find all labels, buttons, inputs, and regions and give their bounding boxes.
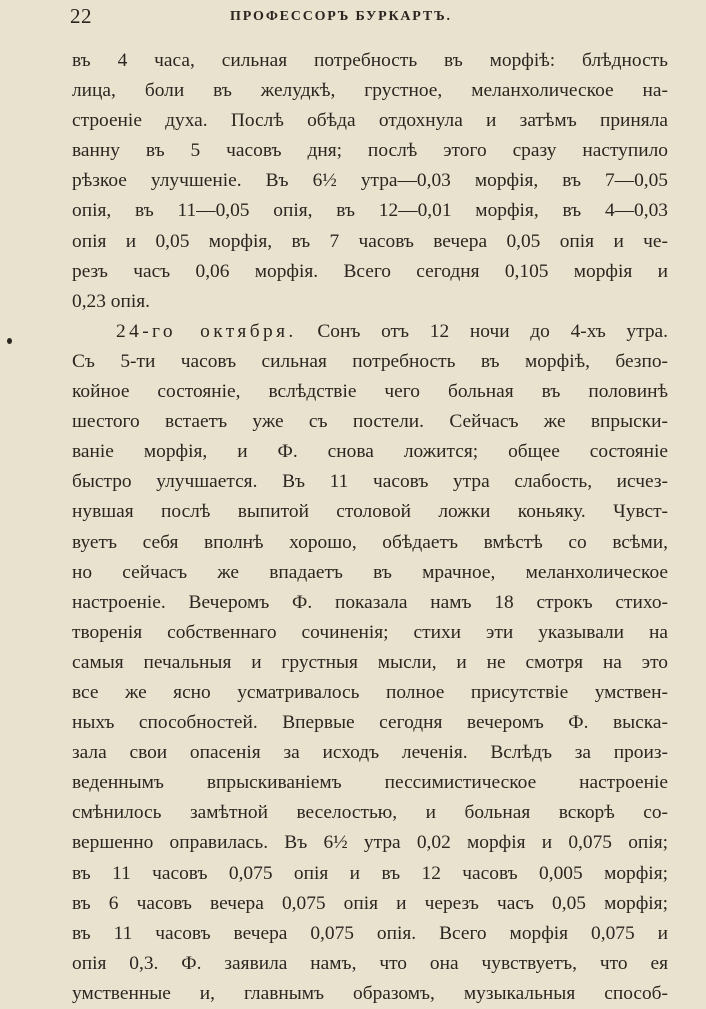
- text-line: въ 6 часовъ вечера 0,075 опія и черезъ часъ 0,05 морфія;: [72, 892, 668, 914]
- running-title: ПРОФЕССОРЪ БУРКАРТЪ.: [230, 9, 452, 24]
- text-line: въ 11 часовъ вечера 0,075 опія. Всего морфія 0,075 и: [72, 922, 668, 944]
- text-line: веденнымъ впрыскиваніемъ пессимистическое настроеніе: [72, 772, 668, 794]
- text-line: ныхъ способностей. Впервые сегодня вечеромъ Ф. выска-: [72, 712, 668, 734]
- margin-ink-spot: [7, 338, 12, 344]
- text-line: ванну въ 5 часовъ дня; послѣ этого сразу наступило: [72, 140, 668, 162]
- text-line: койное состояніе, вслѣдствіе чего больная въ половинѣ: [72, 381, 668, 403]
- text-line: шестого встаетъ уже съ постели. Сейчасъ же впрыски-: [72, 411, 668, 433]
- diary-entry-first-line: [72, 317, 668, 347]
- text-line: самыя печальныя и грустныя мысли, и не смотря на это: [72, 651, 668, 673]
- page-header: [70, 4, 668, 30]
- page-number: 22: [70, 4, 92, 28]
- body-text: [72, 46, 668, 1009]
- text-line: быстро улучшается. Въ 11 часовъ утра слабость, исчез-: [72, 471, 668, 493]
- text-line: все же ясно усматривалось полное присутствіе умствен-: [72, 681, 668, 703]
- text-line: лица, боли въ желудкѣ, грустное, меланхолическое на-: [72, 80, 668, 102]
- text-line: опія и 0,05 морфія, въ 7 часовъ вечера 0,05 опія и че-: [72, 230, 668, 252]
- text-line: зала свои опасенія за исходъ леченія. Вслѣдъ за произ-: [72, 742, 668, 764]
- text-line: резъ часъ 0,06 морфія. Всего сегодня 0,105 морфія и: [72, 260, 668, 282]
- text-line: вершенно оправилась. Въ 6½ утра 0,02 морфія и 0,075 опія;: [72, 832, 668, 854]
- text-line: нувшая послѣ выпитой столовой ложки коньяку. Чувст-: [72, 501, 668, 523]
- entry-first-line-text: Сонъ отъ 12 ночи до 4-хъ утра.: [296, 320, 668, 342]
- text-line: ваніе морфія, и Ф. снова ложится; общее состояніе: [72, 441, 668, 463]
- text-line: вуетъ себя вполнѣ хорошо, обѣдаетъ вмѣстѣ со всѣми,: [72, 531, 668, 553]
- text-line: настроеніе. Вечеромъ Ф. показала намъ 18 строкъ стихо-: [72, 591, 668, 613]
- text-line: опія 0,3. Ф. заявила намъ, что она чувствуетъ, что ея: [72, 952, 668, 974]
- text-line: опія, въ 11—0,05 опія, въ 12—0,01 морфія, въ 4—0,03: [72, 200, 668, 222]
- text-line: 0,23 опія.: [72, 290, 151, 312]
- text-line: строеніе духа. Послѣ обѣда отдохнула и затѣмъ приняла: [72, 110, 668, 132]
- entry-date: 24-го октября.: [116, 320, 297, 342]
- text-line: Съ 5-ти часовъ сильная потребность въ морфіѣ, безпо-: [72, 350, 668, 372]
- text-line: смѣнилось замѣтной веселостью, и больная вскорѣ со-: [72, 802, 668, 824]
- text-line: рѣзкое улучшеніе. Въ 6½ утра—0,03 морфія, въ 7—0,05: [72, 170, 668, 192]
- text-line: но сейчасъ же впадаетъ въ мрачное, меланхолическое: [72, 561, 668, 583]
- text-line: творенія собственнаго сочиненія; стихи эти указывали на: [72, 621, 668, 643]
- text-line: въ 11 часовъ 0,075 опія и въ 12 часовъ 0,005 морфія;: [72, 862, 668, 884]
- text-line: умственные и, главнымъ образомъ, музыкальныя способ-: [72, 982, 668, 1004]
- text-line: въ 4 часа, сильная потребность въ морфіѣ: блѣдность: [72, 50, 668, 71]
